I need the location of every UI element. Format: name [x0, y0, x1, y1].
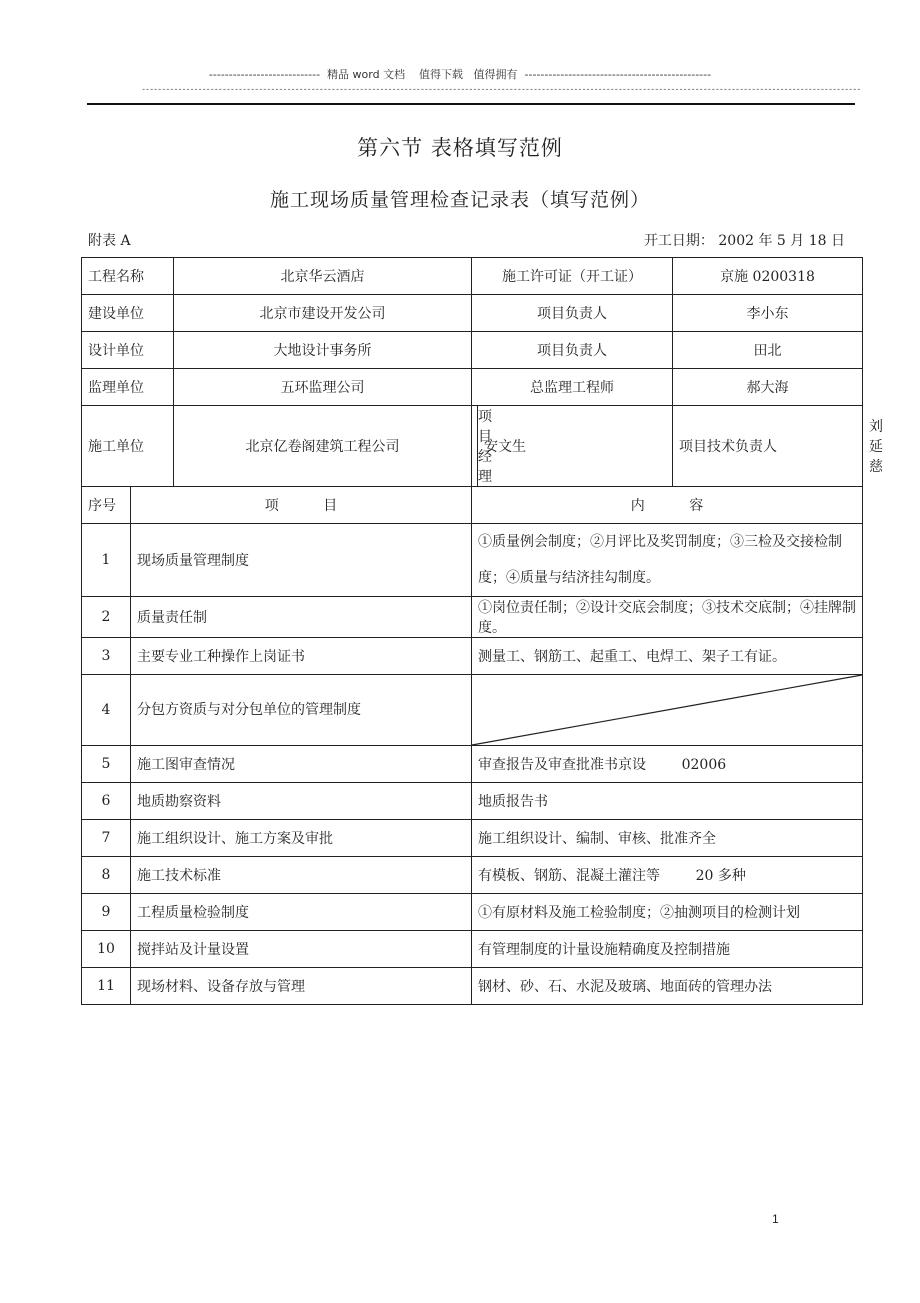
row-content: ①有原材料及施工检验制度；②抽测项目的检测计划	[472, 894, 863, 931]
column-header-row	[82, 487, 863, 524]
header-dashed-line: ----------------------------------------------------------------------------------------------------------------------------------------------------------------------------------	[142, 85, 862, 95]
row-content-crossed-out	[472, 675, 863, 746]
section-title: 第六节 表格填写范例	[357, 136, 563, 160]
row-item: 现场材料、设备存放与管理	[131, 968, 472, 1005]
col-header-item: 项 目	[131, 487, 472, 524]
chief-engineer-label: 总监理工程师	[472, 369, 673, 406]
tech-lead-label: 项目技术负责人	[673, 406, 863, 487]
info-row-supervision	[82, 369, 863, 406]
table-row	[82, 931, 863, 968]
row-no: 9	[82, 894, 131, 931]
row-no: 7	[82, 820, 131, 857]
row-item: 地质勘察资料	[131, 783, 472, 820]
row-no: 2	[82, 597, 131, 638]
row-content: ①岗位责任制；②设计交底会制度；③技术交底制；④挂牌制度。	[472, 597, 863, 638]
table-row	[82, 968, 863, 1005]
row-item: 施工图审查情况	[131, 746, 472, 783]
row-no: 11	[82, 968, 131, 1005]
row-no: 8	[82, 857, 131, 894]
table-row	[82, 597, 863, 638]
table-row	[82, 894, 863, 931]
row-no: 4	[82, 675, 131, 746]
row-item: 施工技术标准	[131, 857, 472, 894]
info-row-project	[82, 258, 863, 295]
owner-lead-label: 项目负责人	[472, 295, 673, 332]
row-no: 3	[82, 638, 131, 675]
owner-value: 北京市建设开发公司	[174, 295, 472, 332]
quality-check-table	[81, 257, 883, 1005]
row-item: 分包方资质与对分包单位的管理制度	[131, 675, 472, 746]
row-no: 1	[82, 524, 131, 597]
row-content: 有管理制度的计量设施精确度及控制措施	[472, 931, 863, 968]
document-header: ---------------------------- 精品 word 文档 值得下载 值得拥有 -----------------------------------------------	[208, 68, 712, 81]
supervision-label: 监理单位	[82, 369, 174, 406]
row-item: 主要专业工种操作上岗证书	[131, 638, 472, 675]
diagonal-strike	[472, 675, 862, 745]
row-content: 有模板、钢筋、混凝土灌注等 20 多种	[472, 857, 863, 894]
info-row-contractor: 施工单位 北京亿卷阁建筑工程公司 项目经理 安文生 项目技术负责人 刘延慈	[82, 406, 863, 487]
permit-label: 施工许可证（开工证）	[472, 258, 673, 295]
table-row	[82, 524, 863, 597]
design-value: 大地设计事务所	[174, 332, 472, 369]
chief-engineer-value: 郝大海	[673, 369, 863, 406]
row-content: 施工组织设计、编制、审核、批准齐全	[472, 820, 863, 857]
col-header-no: 序号	[82, 487, 131, 524]
owner-lead-value: 李小东	[673, 295, 863, 332]
table-row	[82, 675, 863, 746]
attachment-label: 附表 A	[88, 233, 131, 249]
row-no: 6	[82, 783, 131, 820]
design-label: 设计单位	[82, 332, 174, 369]
project-name-value: 北京华云酒店	[174, 258, 472, 295]
page-number: 1	[772, 1212, 779, 1226]
start-date: 开工日期： 2002 年 5 月 18 日	[643, 233, 845, 249]
form-title: 施工现场质量管理检查记录表（填写范例）	[269, 189, 650, 211]
row-content: 测量工、钢筋工、起重工、电焊工、架子工有证。	[472, 638, 863, 675]
permit-value: 京施 0200318	[673, 258, 863, 295]
col-header-content: 内 容	[472, 487, 863, 524]
table-row	[82, 820, 863, 857]
row-content: 审查报告及审查批准书京设 02006	[472, 746, 863, 783]
info-row-design	[82, 332, 863, 369]
row-no: 10	[82, 931, 131, 968]
info-row-owner	[82, 295, 863, 332]
table-row	[82, 746, 863, 783]
pm-value: 安文生	[478, 406, 673, 487]
contractor-value: 北京亿卷阁建筑工程公司	[174, 406, 472, 487]
table-row	[82, 638, 863, 675]
row-no: 5	[82, 746, 131, 783]
row-content: 钢材、砂、石、水泥及玻璃、地面砖的管理办法	[472, 968, 863, 1005]
row-item: 搅拌站及计量设置	[131, 931, 472, 968]
project-name-label: 工程名称	[82, 258, 174, 295]
row-item: 质量责任制	[131, 597, 472, 638]
supervision-value: 五环监理公司	[174, 369, 472, 406]
design-lead-label: 项目负责人	[472, 332, 673, 369]
contractor-label: 施工单位	[82, 406, 174, 487]
table-row	[82, 857, 863, 894]
owner-label: 建设单位	[82, 295, 174, 332]
row-item: 现场质量管理制度	[131, 524, 472, 597]
row-content: 地质报告书	[472, 783, 863, 820]
table-row	[82, 783, 863, 820]
row-content: ①质量例会制度；②月评比及奖罚制度；③三检及交接检制度；④质量与结济挂勾制度。	[472, 524, 863, 597]
design-lead-value: 田北	[673, 332, 863, 369]
row-item: 施工组织设计、施工方案及审批	[131, 820, 472, 857]
header-rule	[87, 103, 855, 105]
row-item: 工程质量检验制度	[131, 894, 472, 931]
pm-label: 项目经理	[472, 406, 478, 487]
